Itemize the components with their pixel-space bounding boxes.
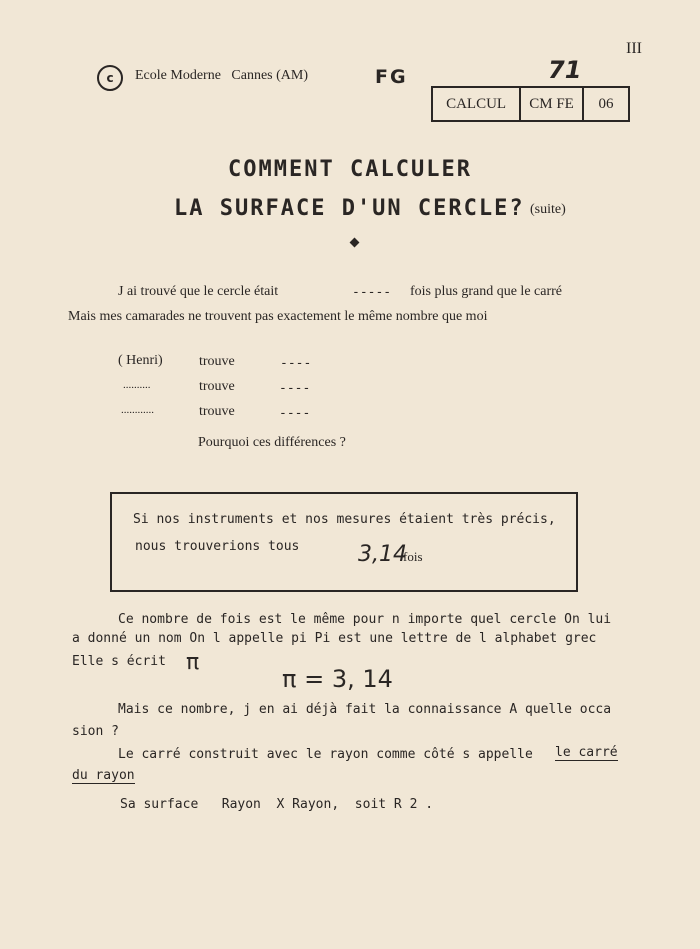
result-verb: trouve bbox=[199, 354, 235, 369]
series-mark: FG bbox=[375, 66, 408, 88]
question: Pourquoi ces différences ? bbox=[198, 435, 346, 450]
carre-du-rayon-term-cont: du rayon bbox=[72, 768, 135, 783]
result-value: ---- bbox=[279, 406, 311, 421]
closing-line-3: Le carré construit avec le rayon comme côté s appelle bbox=[118, 747, 533, 762]
number-cell: 06 bbox=[598, 95, 614, 112]
result-name: ( Henri) bbox=[118, 353, 163, 368]
pi-glyph: π bbox=[186, 650, 200, 675]
closing-line-2: sion ? bbox=[72, 724, 119, 739]
diamond-icon bbox=[350, 238, 360, 248]
box-line-1: Si nos instruments et nos mesures étaient très précis, bbox=[133, 512, 556, 527]
box-line-2: nous trouverions tous bbox=[135, 539, 300, 554]
pi-line-3: Elle s écrit bbox=[72, 654, 166, 669]
title-suffix: (suite) bbox=[530, 202, 566, 217]
intro-blank: ----- bbox=[352, 285, 392, 300]
level-cell: CM FE bbox=[521, 88, 584, 120]
surface-formula: Sa surface Rayon X Rayon, soit R 2 . bbox=[120, 797, 434, 812]
pi-line-2: a donné un nom On l appelle pi Pi est une lettre de l alphabet grec bbox=[72, 631, 597, 646]
subject-cell: CALCUL bbox=[433, 88, 521, 120]
card-number: 71 bbox=[548, 56, 582, 84]
result-name: .......... bbox=[123, 379, 151, 391]
result-value: ---- bbox=[280, 356, 312, 371]
copyright-icon: c bbox=[97, 65, 123, 91]
carre-du-rayon-term: le carré bbox=[555, 745, 618, 760]
pi-line-1: Ce nombre de fois est le même pour n importe quel cercle On lui bbox=[118, 612, 612, 627]
school-name: Ecole Moderne Cannes (AM) bbox=[135, 68, 309, 83]
result-value: ---- bbox=[279, 381, 311, 396]
intro-line-1-end: fois plus grand que le carré bbox=[410, 284, 562, 299]
subject-label-box bbox=[431, 86, 630, 122]
result-name: ............ bbox=[121, 404, 154, 416]
pi-approx-value: 3,14 bbox=[358, 542, 407, 567]
closing-line-1: Mais ce nombre, j en ai déjà fait la connaissance A quelle occa bbox=[118, 702, 612, 717]
title-line-2: LA SURFACE D'UN CERCLE? bbox=[174, 196, 525, 221]
intro-line-2: Mais mes camarades ne trouvent pas exactement le même nombre que moi bbox=[68, 309, 488, 324]
result-verb: trouve bbox=[199, 379, 235, 394]
page-number: III bbox=[626, 40, 642, 57]
intro-line-1: J ai trouvé que le cercle était bbox=[118, 284, 279, 299]
box-unit: fois bbox=[403, 549, 423, 564]
title-line-1: COMMENT CALCULER bbox=[228, 157, 472, 182]
pi-equation: π = 3, 14 bbox=[282, 665, 393, 693]
result-verb: trouve bbox=[199, 404, 235, 419]
